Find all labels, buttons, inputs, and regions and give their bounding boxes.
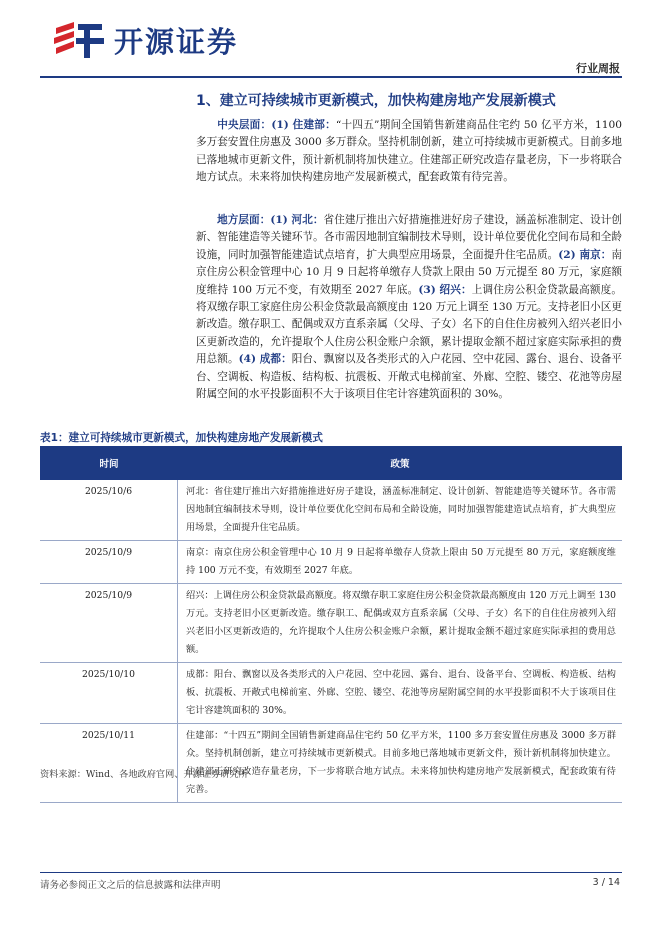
table-row bbox=[40, 541, 622, 584]
row-date: 2025/10/11 bbox=[40, 724, 178, 802]
row-policy: 成都：阳台、飘窗以及各类形式的入户花园、空中花园、露台、退台、设备平台、空调板、构造板、结构板、抗震板、开敞式电梯前室、外廊、空腔、镂空、花池等房屋附属空间的水平投影面积不大于该项目住宅计容建筑面积的 30%。 bbox=[186, 669, 616, 716]
central-item1-label: (1) 住建部： bbox=[271, 119, 336, 131]
local-paragraph bbox=[196, 212, 622, 403]
central-label: 中央层面： bbox=[217, 119, 272, 131]
local-item3-text: 上调住房公积金贷款最高额度。将双缴存职工家庭住房公积金贷款最高额度由 120 万元上调至 130 万元。支持老旧小区更新改造。缴存职工、配偶或双方直系亲属（父母、子女）名下的自住住房被列入绍兴老旧小区更新改造的，允许提取个人住房公积金账户余额，累计提取金额不超过家庭实际承担的费用总额。 bbox=[196, 283, 622, 366]
brand-logo bbox=[52, 18, 238, 62]
local-item2-label: (2) 南京： bbox=[558, 248, 612, 261]
row-date: 2025/10/6 bbox=[40, 480, 178, 540]
row-policy: 河北：省住建厅推出六好措施推进好房子建设，涵盖标准制定、设计创新、智能建造等关键环节。各市需因地制宜编制技术导则，设计单位要优化空间布局和全龄设施，同时加强智能建造试点培育，扩大典型应用场景，全面提升住宅品质。 bbox=[186, 486, 616, 533]
row-date: 2025/10/9 bbox=[40, 541, 178, 583]
row-date: 2025/10/9 bbox=[40, 584, 178, 662]
page-number: 3 / 14 bbox=[592, 877, 620, 888]
page-header bbox=[0, 0, 662, 78]
footer-divider bbox=[40, 872, 622, 873]
table-row bbox=[40, 663, 622, 724]
table-row bbox=[40, 480, 622, 541]
row-date: 2025/10/10 bbox=[40, 663, 178, 723]
table-header bbox=[40, 446, 622, 480]
table-title: 表1：建立可持续城市更新模式，加快构建房地产发展新模式 bbox=[40, 432, 323, 444]
central-item1-text: “十四五”期间全国销售新建商品住宅约 50 亿平方米，1100 多万套安置住房惠及 3000 多万群众。坚持机制创新，建立可持续城市更新模式。目前多地已落地城市更新文件，预计新机制将加快建立。住建部正研究改造存量老房，下一步将联合地方试点。未来将加快构建房地产发展新模式，配套政策有待完善。 bbox=[196, 119, 623, 184]
table-row bbox=[40, 724, 622, 803]
table-source: 资料来源：Wind、各地政府官网、开源证券研究所 bbox=[40, 769, 248, 780]
header-time: 时间 bbox=[99, 459, 119, 470]
local-item4-label: (4) 成都： bbox=[238, 353, 292, 366]
local-item1-text: 省住建厅推出六好措施推进好房子建设，涵盖标准制定、设计创新、智能建造等关键环节。各市需因地制宜编制技术导则，设计单位要优化空间布局和全龄设施，同时加强智能建造试点培育，扩大典型应用场景，全面提升住宅品质。 bbox=[196, 214, 623, 261]
brand-name: 开源证券 bbox=[114, 24, 239, 59]
row-policy: 住建部：“十四五”期间全国销售新建商品住宅约 50 亿平方米，1100 多万套安置住房惠及 3000 多万群众。坚持机制创新，建立可持续城市更新模式。目前多地已落地城市更新文件，预计新机制将加快建立。住建部正研究改造存量老房，下一步将联合地方试点。未来将加快构建房地产发展新模式，配套政策有待完善。 bbox=[186, 730, 616, 795]
row-policy: 绍兴：上调住房公积金贷款最高额度。将双缴存职工家庭住房公积金贷款最高额度由 120 万元上调至 130 万元。支持老旧小区更新改造。缴存职工、配偶或双方直系亲属（父母、子女）名下的自住住房被列入绍兴老旧小区更新改造的，允许提取个人住房公积金账户余额，累计提取金额不超过家庭实际承担的费用总额。 bbox=[186, 590, 616, 655]
brand-logo-icon bbox=[52, 18, 110, 62]
local-label: 地方层面： bbox=[217, 214, 271, 226]
report-type-label: 行业周报 bbox=[576, 62, 620, 75]
section-title: 1、建立可持续城市更新模式，加快构建房地产发展新模式 bbox=[196, 93, 556, 109]
footer-disclaimer: 请务必参阅正文之后的信息披露和法律声明 bbox=[40, 880, 221, 891]
table-row bbox=[40, 584, 622, 663]
header-policy: 政策 bbox=[390, 459, 410, 470]
policy-table bbox=[40, 446, 622, 803]
local-item2-text: 南京住房公积金管理中心 10 月 9 日起将单缴存人贷款上限由 50 万元提至 80 万元，家庭额度维持 100 万元不变，有效期至 2027 年底。 bbox=[196, 248, 623, 296]
header-divider bbox=[40, 76, 622, 78]
local-item1-label: (1) 河北： bbox=[270, 214, 324, 226]
local-item4-text: 阳台、飘窗以及各类形式的入户花园、空中花园、露台、退台、设备平台、空调板、构造板、结构板、抗震板、开敞式电梯前室、外廊、空腔、镂空、花池等房屋附属空间的水平投影面积不大于该项目住宅计容建筑面积的 30%。 bbox=[196, 353, 623, 401]
central-paragraph bbox=[196, 117, 622, 187]
local-item3-label: (3) 绍兴： bbox=[418, 283, 472, 296]
row-policy: 南京：南京住房公积金管理中心 10 月 9 日起将单缴存人贷款上限由 50 万元提至 80 万元，家庭额度维持 100 万元不变，有效期至 2027 年底。 bbox=[186, 547, 616, 576]
